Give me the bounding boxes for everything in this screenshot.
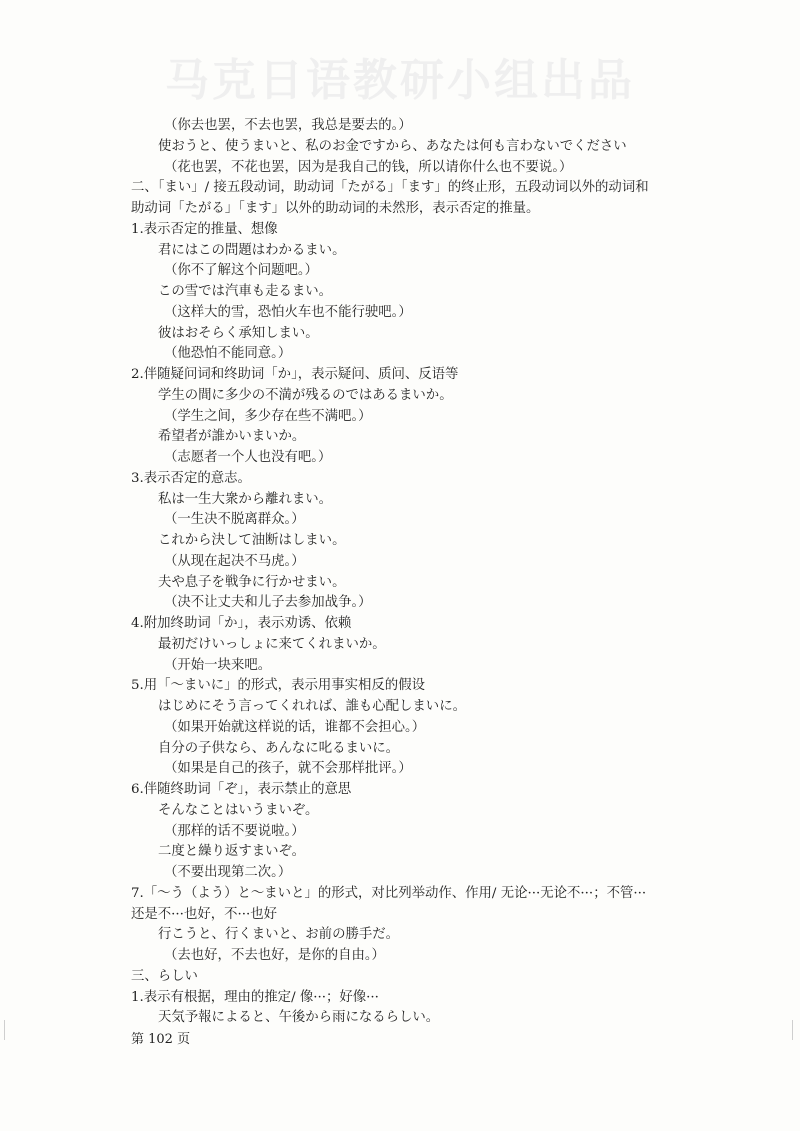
- translation-line: （去也好，不去也好，是你的自由。）: [164, 948, 385, 963]
- example-sentence: 行こうと、行くまいと、お前の勝手だ。: [158, 927, 400, 943]
- section-line: 2.伴随疑问词和终助词「か」，表示疑问、质问、反语等: [131, 367, 459, 382]
- translation-line: （你去也罢，不去也罢，我总是要去的。）: [164, 118, 412, 133]
- translation-line: （一生决不脱离群众。）: [164, 512, 305, 528]
- scan-edge-mark: [4, 1020, 5, 1040]
- translation-line: （如果开始就这样说的话，谁都不会担心。）: [164, 719, 426, 735]
- section-line: 1.表示否定的推量、想像: [131, 221, 278, 237]
- section-line: 三、らしい: [131, 968, 198, 984]
- translation-line: （不要出现第二次。）: [164, 865, 292, 880]
- example-sentence: 彼はおそらく承知しまい。: [158, 325, 319, 341]
- example-sentence: この雪では汽車も走るまい。: [158, 284, 333, 299]
- example-sentence: これから決して油断はしまい。: [158, 533, 346, 548]
- example-sentence: 最初だけいっしょに来てくれまいか。: [158, 636, 386, 652]
- translation-line: （这样大的雪，恐怕火车也不能行驶吧。）: [164, 304, 412, 320]
- example-sentence: 希望者が誰かいまいか。: [158, 429, 306, 445]
- scan-edge-mark: [792, 1020, 793, 1040]
- example-sentence: そんなことはいうまいぞ。: [158, 802, 319, 818]
- example-sentence: 学生の間に多少の不満が残るのではあるまいか。: [158, 387, 453, 403]
- section-line: 还是不···也好，不···也好: [131, 906, 278, 922]
- translation-line: （志愿者一个人也没有吧。）: [164, 450, 332, 465]
- section-line: 3.表示否定的意志。: [131, 470, 251, 486]
- translation-line: （开始一块来吧。: [164, 657, 272, 673]
- section-line: 7.「～う（よう）と～まいと」的形式，对比列举动作、作用/ 无论···无论不···；不管···: [131, 885, 647, 901]
- example-sentence: 自分の子供なら、あんなに叱るまいに。: [158, 740, 400, 756]
- translation-line: （那样的话不要说啦。）: [164, 823, 305, 839]
- example-sentence: 私は一生大衆から離れまい。: [158, 491, 333, 507]
- section-line: 助动词「たがる」「ます」以外的助动词的未然形，表示否定的推量。: [131, 201, 540, 216]
- example-sentence: 使おうと、使うまいと、私のお金ですから、あなたは何も言わないでください: [158, 138, 627, 154]
- section-line: 5.用「～まいに」的形式，表示用事实相反的假设: [131, 678, 425, 694]
- document-body: [131, 116, 691, 1029]
- watermark: 马克日语教研小组出品: [165, 55, 635, 106]
- section-line: 4.附加终助词「か」，表示劝诱、依赖: [131, 616, 352, 631]
- translation-line: （花也罢，不花也罢，因为是我自己的钱，所以请你什么也不要说。）: [164, 159, 573, 175]
- page-number: 第 102 页: [131, 1032, 191, 1047]
- example-sentence: はじめにそう言ってくれれば、誰も心配しまいに。: [158, 699, 466, 714]
- example-sentence: 二度と繰り返すまいぞ。: [158, 844, 306, 860]
- section-line: 二、「まい」/ 接五段动词，助动词「たがる」「ます」的终止形，五段动词以外的动词和: [131, 180, 649, 196]
- translation-line: （他恐怕不能同意。）: [164, 346, 292, 362]
- section-line: 6.伴随终助词「ぞ」，表示禁止的意思: [131, 782, 352, 797]
- section-line: 1.表示有根据，理由的推定/ 像···；好像···: [131, 989, 379, 1005]
- translation-line: （学生之间，多少存在些不满吧。）: [164, 408, 372, 424]
- translation-line: （你不了解这个问题吧。）: [164, 263, 318, 279]
- example-sentence: 天気予報によると、午後から雨になるらしい。: [158, 1010, 440, 1026]
- translation-line: （如果是自己的孩子，就不会那样批评。）: [164, 761, 412, 777]
- translation-line: （决不让丈夫和儿子去参加战争。）: [164, 595, 372, 611]
- translation-line: （从现在起决不马虎。）: [164, 553, 305, 569]
- example-sentence: 夫や息子を戦争に行かせまい。: [158, 574, 346, 590]
- example-sentence: 君にはこの問題はわかるまい。: [158, 242, 346, 258]
